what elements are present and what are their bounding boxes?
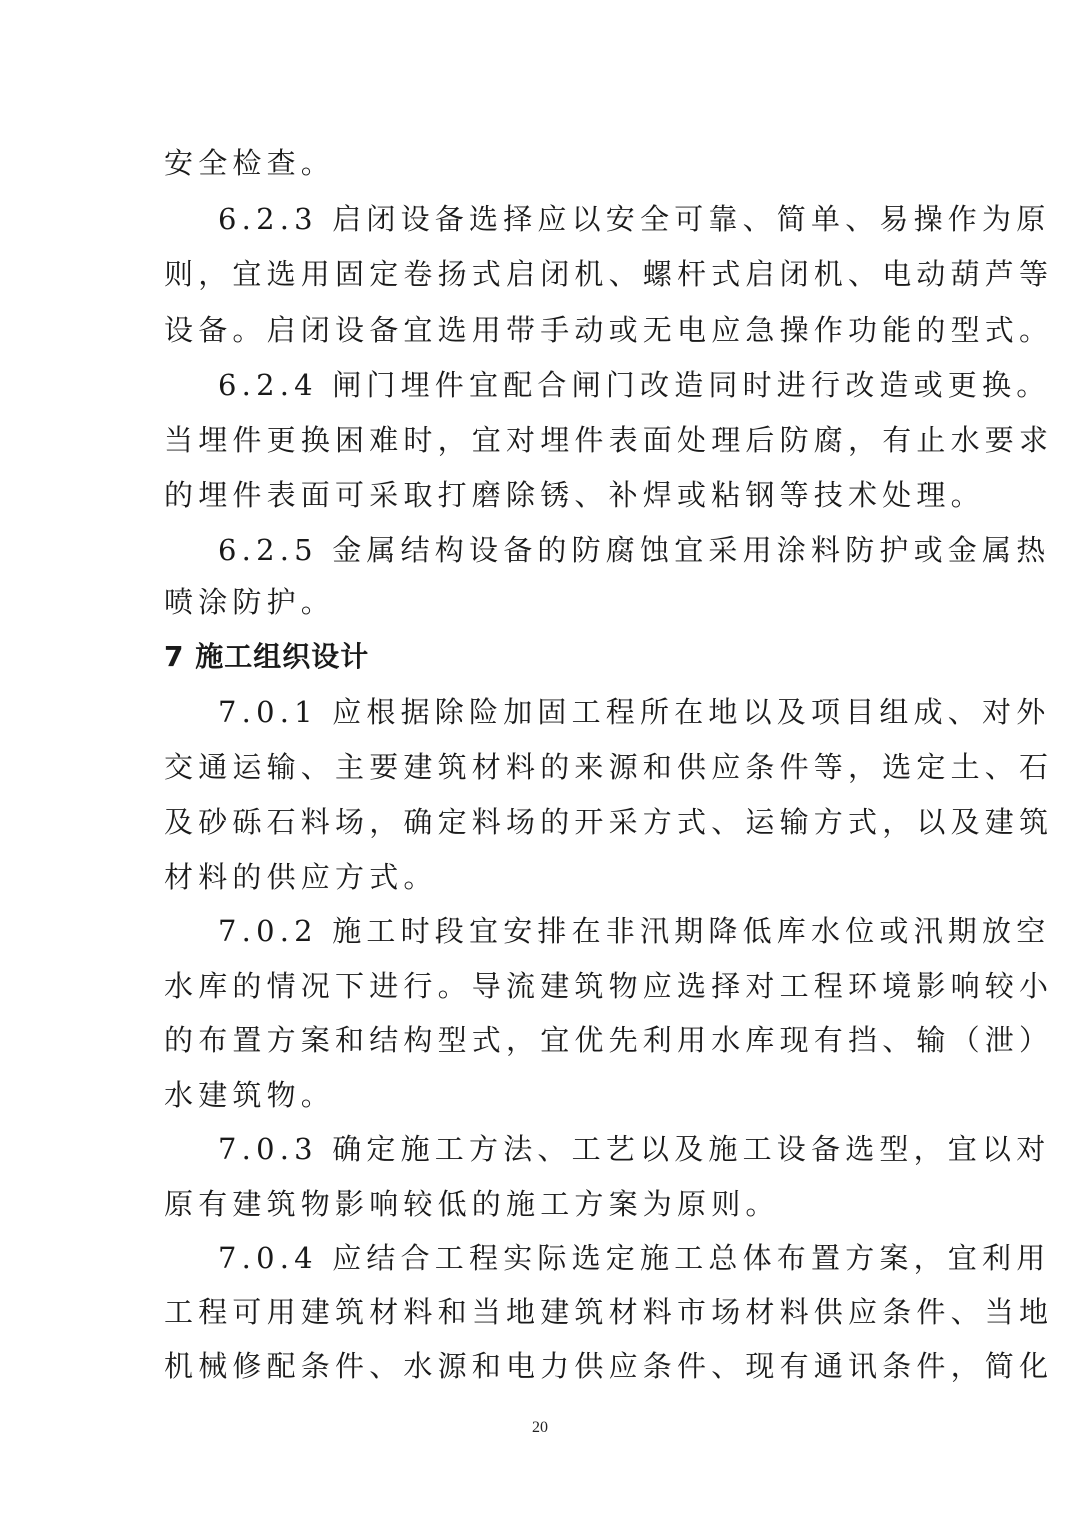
text-line: 7.0.3 确定施工方法、工艺以及施工设备选型，宜以对 <box>218 1132 1051 1166</box>
text-line: 交通运输、主要建筑材料的来源和供应条件等，选定土、石 <box>164 750 1054 784</box>
text-line: 当埋件更换困难时，宜对埋件表面处理后防腐，有止水要求 <box>164 423 1054 457</box>
text-line: 原有建筑物影响较低的施工方案为原则。 <box>164 1187 780 1221</box>
section-heading: 7 施工组织设计 <box>164 640 370 673</box>
text-line: 7.0.1 应根据除险加固工程所在地以及项目组成、对外 <box>218 695 1051 729</box>
text-line: 则，宜选用固定卷扬式启闭机、螺杆式启闭机、电动葫芦等 <box>164 257 1054 291</box>
text-line: 水库的情况下进行。导流建筑物应选择对工程环境影响较小 <box>164 969 1054 1003</box>
text-line: 7.0.4 应结合工程实际选定施工总体布置方案，宜利用 <box>218 1241 1051 1275</box>
text-line: 6.2.3 启闭设备选择应以安全可靠、简单、易操作为原 <box>218 202 1051 236</box>
text-line: 水建筑物。 <box>164 1078 336 1112</box>
text-line: 设备。启闭设备宜选用带手动或无电应急操作功能的型式。 <box>164 313 1054 347</box>
text-line: 6.2.5 金属结构设备的防腐蚀宜采用涂料防护或金属热 <box>218 533 1051 567</box>
text-line: 材料的供应方式。 <box>164 860 438 894</box>
text-line: 喷涂防护。 <box>164 585 336 619</box>
text-line: 7.0.2 施工时段宜安排在非汛期降低库水位或汛期放空 <box>218 914 1051 948</box>
text-line: 机械修配条件、水源和电力供应条件、现有通讯条件，简化 <box>164 1349 1054 1383</box>
text-line: 安全检查。 <box>164 146 336 180</box>
page-number: 20 <box>532 1419 548 1436</box>
text-line: 及砂砾石料场，确定料场的开采方式、运输方式，以及建筑 <box>164 805 1054 839</box>
text-line: 的布置方案和结构型式，宜优先利用水库现有挡、输（泄） <box>164 1023 1054 1057</box>
text-line: 工程可用建筑材料和当地建筑材料市场材料供应条件、当地 <box>164 1295 1054 1329</box>
text-line: 6.2.4 闸门埋件宜配合闸门改造同时进行改造或更换。 <box>218 368 1051 402</box>
text-line: 的埋件表面可采取打磨除锈、补焊或粘钢等技术处理。 <box>164 478 985 512</box>
